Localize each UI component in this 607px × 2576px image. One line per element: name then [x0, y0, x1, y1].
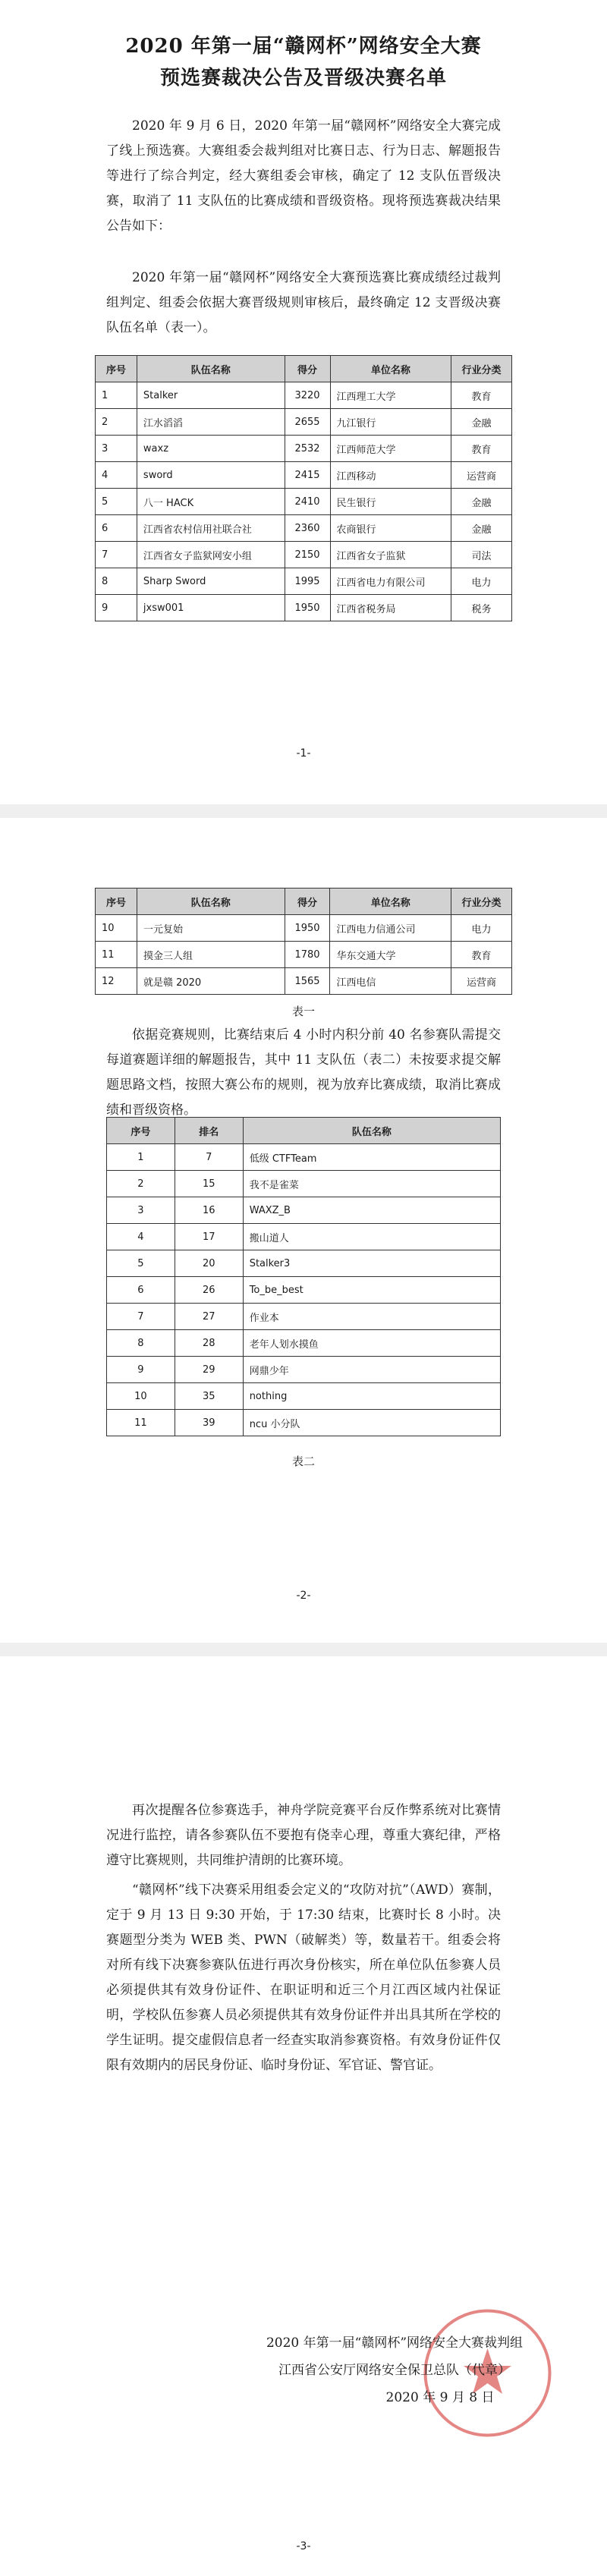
- cell-score: 2360: [285, 515, 330, 542]
- cell-score: 1995: [285, 568, 330, 595]
- final-info-paragraph: “赣网杯”线下决赛采用组委会定义的“攻防对抗”（AWD）赛制，定于 9 月 13 日 9:30 开始，于 17:30 结束，比赛时长 8 小时。决赛题型分类为 WEB 类、PWN（破解类）等，数量若干。组委会将对所有线下决赛参赛队伍进行再次身份核实，所在单位队伍参赛人员必须提供其有效身份证件、在职证明和近三个月江西区域内社保证明，学校队伍参赛人员必须提供其有效身份证件并出具其所在学校的学生证明。提交虚假信息者一经查实取消参赛资格。有效身份证件仅限有效期内的居民身份证、临时身份证、军官证、警官证。: [106, 1882, 501, 2073]
- cell-index: 1: [107, 1144, 175, 1171]
- cell-index: 4: [107, 1224, 175, 1250]
- table-row: [96, 968, 512, 995]
- cell-team: waxz: [137, 436, 285, 462]
- cell-score: 2532: [285, 436, 330, 462]
- page-title-line2: 预选赛裁决公告及晋级决赛名单: [159, 67, 447, 90]
- cell-rank: 28: [175, 1330, 243, 1357]
- cell-index: 11: [96, 942, 137, 968]
- cell-rank: 7: [175, 1144, 243, 1171]
- finalists-table-continued: [95, 888, 512, 995]
- signature-line-1: 2020 年第一届“赣网杯”网络安全大赛裁判组: [266, 2335, 524, 2351]
- col-index: 序号: [107, 1118, 175, 1144]
- cell-score: 2415: [285, 462, 330, 489]
- cell-rank: 27: [175, 1304, 243, 1330]
- table-row: [96, 568, 512, 595]
- anti-cheat-paragraph: 再次提醒各位参赛选手，神舟学院竞赛平台反作弊系统对比赛情况进行监控，请各参赛队伍不要抱有侥幸心理，尊重大赛纪律，严格遵守比赛规则，共同维护清朗的比赛环境。: [106, 1803, 501, 1868]
- cell-team: 一元复始: [137, 915, 285, 942]
- col-score: 得分: [285, 889, 330, 915]
- table-row: [96, 595, 512, 621]
- cell-index: 2: [107, 1171, 175, 1197]
- cell-industry: 税务: [451, 595, 512, 621]
- cell-score: 2150: [285, 542, 330, 568]
- cell-rank: 26: [175, 1277, 243, 1304]
- cell-index: 8: [107, 1330, 175, 1357]
- cell-org: 九江银行: [330, 409, 451, 436]
- cell-team: 我不是雀菜: [243, 1171, 500, 1197]
- title-block: [0, 30, 607, 94]
- cell-index: 6: [107, 1277, 175, 1304]
- cell-rank: 16: [175, 1197, 243, 1224]
- cell-org: 江西电信: [330, 968, 451, 995]
- cell-index: 3: [96, 436, 137, 462]
- cell-team: 江西省农村信用社联合社: [137, 515, 285, 542]
- cell-team: ncu 小分队: [243, 1410, 500, 1436]
- cell-org: 民生银行: [330, 489, 451, 515]
- table-header-row: [107, 1118, 501, 1144]
- cell-index: 4: [96, 462, 137, 489]
- cell-org: 江西省电力有限公司: [330, 568, 451, 595]
- disqualified-table: [106, 1117, 501, 1436]
- cell-team: To_be_best: [243, 1277, 500, 1304]
- cell-industry: 金融: [451, 515, 512, 542]
- cell-index: 7: [107, 1304, 175, 1330]
- table-row: [107, 1197, 501, 1224]
- cell-industry: 运营商: [451, 968, 512, 995]
- cell-index: 8: [96, 568, 137, 595]
- cell-org: 江西师范大学: [330, 436, 451, 462]
- cell-org: 江西省女子监狱: [330, 542, 451, 568]
- table-row: [96, 462, 512, 489]
- table2-caption: 表二: [291, 1455, 315, 1468]
- col-industry: 行业分类: [451, 889, 512, 915]
- cell-industry: 电力: [451, 568, 512, 595]
- table-row: [96, 409, 512, 436]
- cell-industry: 电力: [451, 915, 512, 942]
- cell-index: 11: [107, 1410, 175, 1436]
- table-row: [107, 1383, 501, 1410]
- cell-index: 5: [96, 489, 137, 515]
- cell-team: 就是赣 2020: [137, 968, 285, 995]
- cell-org: 农商银行: [330, 515, 451, 542]
- col-score: 得分: [285, 356, 330, 382]
- disqualification-paragraph: 依据竞赛规则，比赛结束后 4 小时内积分前 40 名参赛队需提交每道赛题详细的解题报告，其中 11 支队伍（表二）未按要求提交解题思路文档，按照大赛公布的规则，视为放弃比赛成绩，取消比赛成绩和晋级资格。: [106, 1027, 501, 1118]
- cell-team: sword: [137, 462, 285, 489]
- col-org: 单位名称: [330, 889, 451, 915]
- cell-industry: 教育: [451, 382, 512, 409]
- cell-index: 2: [96, 409, 137, 436]
- table-row: [107, 1277, 501, 1304]
- page-number: -2-: [296, 1590, 311, 1602]
- cell-rank: 17: [175, 1224, 243, 1250]
- cell-team: 网鼎少年: [243, 1357, 500, 1383]
- table-row: [107, 1250, 501, 1277]
- cell-org: 江西理工大学: [330, 382, 451, 409]
- table-row: [96, 915, 512, 942]
- signature-line-2: 江西省公安厅网络安全保卫总队（代章）: [278, 2363, 511, 2378]
- cell-index: 3: [107, 1197, 175, 1224]
- table-row: [96, 515, 512, 542]
- table-row: [96, 382, 512, 409]
- intro-paragraph: 2020 年 9 月 6 日，2020 年第一届“赣网杯”网络安全大赛完成了线上预选赛。大赛组委会裁判组对比赛日志、行为日志、解题报告等进行了综合判定，经大赛组委会审核，确定了 12 支队伍晋级决赛，取消了 11 支队伍的比赛成绩和晋级资格。现将预选赛裁决结果公告如下：: [106, 118, 501, 234]
- cell-index: 9: [107, 1357, 175, 1383]
- cell-team: jxsw001: [137, 595, 285, 621]
- cell-org: 江西移动: [330, 462, 451, 489]
- cell-index: 12: [96, 968, 137, 995]
- cell-index: 7: [96, 542, 137, 568]
- table-row: [107, 1357, 501, 1383]
- cell-org: 华东交通大学: [330, 942, 451, 968]
- cell-industry: 教育: [451, 436, 512, 462]
- table-row: [107, 1330, 501, 1357]
- table-row: [107, 1144, 501, 1171]
- page-number: -3-: [296, 2540, 311, 2552]
- cell-team: 摸金三人组: [137, 942, 285, 968]
- page-divider: [0, 804, 607, 818]
- col-industry: 行业分类: [451, 356, 512, 382]
- cell-index: 9: [96, 595, 137, 621]
- cell-score: 1780: [285, 942, 330, 968]
- cell-team: WAXZ_B: [243, 1197, 500, 1224]
- cell-rank: 35: [175, 1383, 243, 1410]
- cell-score: 1950: [285, 595, 330, 621]
- table-row: [107, 1304, 501, 1330]
- cell-index: 1: [96, 382, 137, 409]
- table-row: [96, 489, 512, 515]
- cell-industry: 金融: [451, 409, 512, 436]
- col-rank: 排名: [175, 1118, 243, 1144]
- page-number: -1-: [296, 747, 311, 760]
- cell-team: 老年人划水摸鱼: [243, 1330, 500, 1357]
- table-header-row: [96, 356, 512, 382]
- cell-team: 低级 CTFTeam: [243, 1144, 500, 1171]
- table-row: [96, 436, 512, 462]
- cell-industry: 司法: [451, 542, 512, 568]
- cell-team: 搬山道人: [243, 1224, 500, 1250]
- cell-score: 2655: [285, 409, 330, 436]
- cell-score: 2410: [285, 489, 330, 515]
- signature-block: [216, 2329, 573, 2411]
- cell-rank: 29: [175, 1357, 243, 1383]
- col-org: 单位名称: [330, 356, 451, 382]
- cell-team: 八一 HACK: [137, 489, 285, 515]
- cell-index: 6: [96, 515, 137, 542]
- table1-caption: 表一: [291, 1005, 315, 1018]
- cell-score: 3220: [285, 382, 330, 409]
- col-team: 队伍名称: [137, 889, 285, 915]
- signature-date: 2020 年 9 月 8 日: [385, 2390, 495, 2405]
- cell-score: 1565: [285, 968, 330, 995]
- cell-team: 江水滔滔: [137, 409, 285, 436]
- table-row: [107, 1171, 501, 1197]
- table-row: [96, 542, 512, 568]
- cell-team: nothing: [243, 1383, 500, 1410]
- cell-industry: 金融: [451, 489, 512, 515]
- table-row: [96, 942, 512, 968]
- cell-rank: 39: [175, 1410, 243, 1436]
- cell-team: Stalker3: [243, 1250, 500, 1277]
- finalists-paragraph: 2020 年第一届“赣网杯”网络安全大赛预选赛比赛成绩经过裁判组判定、组委会依据大赛晋级规则审核后，最终确定 12 支晋级决赛队伍名单（表一）。: [106, 270, 501, 335]
- table-header-row: [96, 889, 512, 915]
- cell-team: 江西省女子监狱网安小组: [137, 542, 285, 568]
- cell-org: 江西省税务局: [330, 595, 451, 621]
- cell-industry: 教育: [451, 942, 512, 968]
- cell-index: 5: [107, 1250, 175, 1277]
- page-divider: [0, 1643, 607, 1656]
- cell-team: 作业本: [243, 1304, 500, 1330]
- cell-industry: 运营商: [451, 462, 512, 489]
- col-team: 队伍名称: [243, 1118, 500, 1144]
- cell-team: Stalker: [137, 382, 285, 409]
- cell-index: 10: [107, 1383, 175, 1410]
- finalists-table: [95, 355, 512, 621]
- col-index: 序号: [96, 356, 137, 382]
- col-team: 队伍名称: [137, 356, 285, 382]
- cell-index: 10: [96, 915, 137, 942]
- page-title-line1: 2020 年第一届“赣网杯”网络安全大赛: [125, 35, 482, 58]
- col-index: 序号: [96, 889, 137, 915]
- cell-score: 1950: [285, 915, 330, 942]
- table-row: [107, 1410, 501, 1436]
- cell-rank: 20: [175, 1250, 243, 1277]
- table-row: [107, 1224, 501, 1250]
- cell-org: 江西电力信通公司: [330, 915, 451, 942]
- cell-rank: 15: [175, 1171, 243, 1197]
- cell-team: Sharp Sword: [137, 568, 285, 595]
